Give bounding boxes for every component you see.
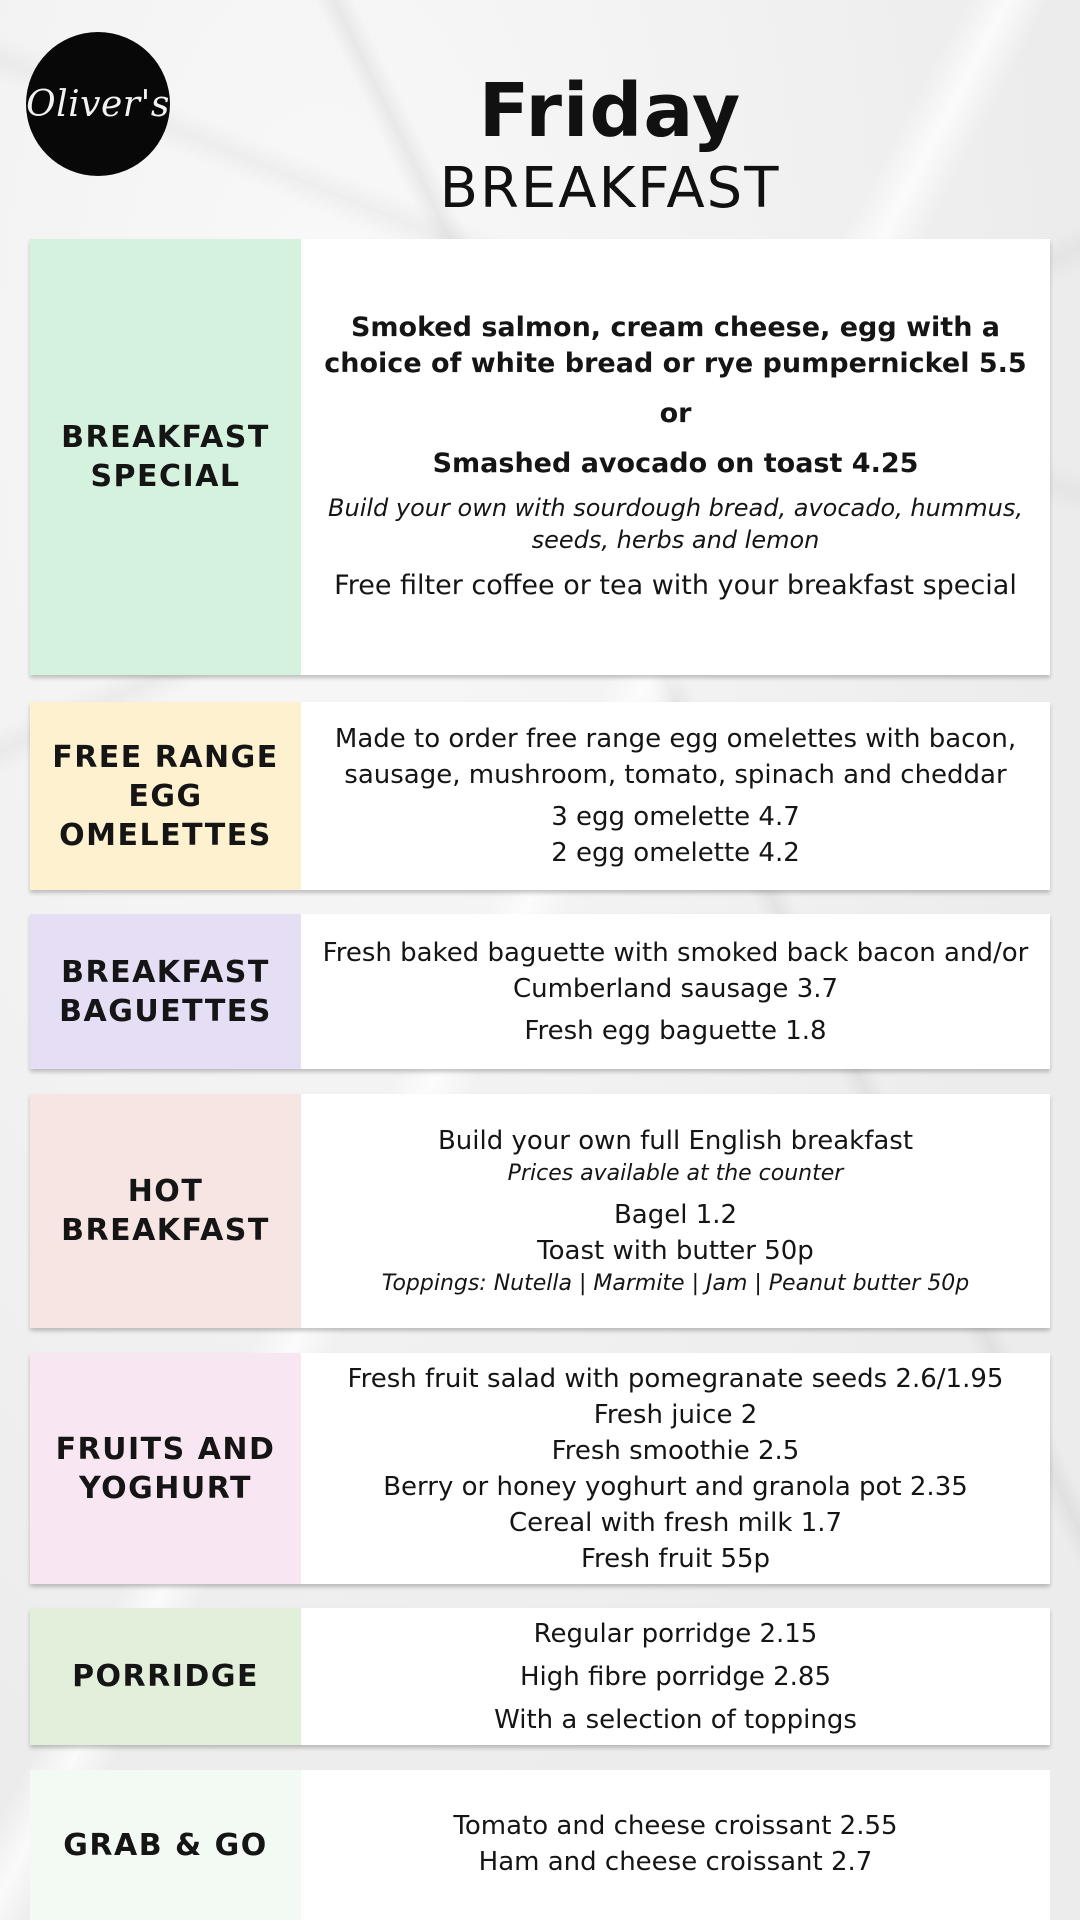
menu-item: Bagel 1.2	[613, 1200, 738, 1230]
section-label: BREAKFAST BAGUETTES	[59, 954, 272, 1029]
menu-item: Toast with butter 50p	[537, 1236, 814, 1266]
menu-item: 3 egg omelette 4.7	[551, 802, 800, 832]
menu-note: With a selection of toppings	[494, 1704, 857, 1735]
menu-meal-title: BREAKFAST	[439, 156, 781, 221]
menu-item: Fresh fruit 55p	[580, 1543, 771, 1574]
menu-item: Cereal with fresh milk 1.7	[508, 1507, 843, 1538]
section-omelettes	[30, 702, 1050, 890]
section-hot-breakfast	[30, 1094, 1050, 1328]
section-label-cell	[30, 1353, 301, 1584]
section-content	[301, 1353, 1050, 1584]
section-label: GRAB & GO	[63, 1827, 268, 1863]
menu-item: Fresh baked baguette with smoked back bacon and/or Cumberland sausage 3.7	[322, 937, 1029, 1004]
menu-item: Regular porridge 2.15	[533, 1618, 818, 1649]
menu-item: Smashed avocado on toast 4.25	[432, 448, 919, 479]
section-grab-and-go	[30, 1770, 1050, 1920]
menu-item: Fresh fruit salad with pomegranate seeds 2.6/1.95	[347, 1363, 1004, 1394]
menu-item: Ham and cheese croissant 2.7	[478, 1847, 873, 1877]
menu-item: Smoked salmon, cream cheese, egg with a choice of white bread or rye pumpernickel 5.5	[324, 312, 1027, 379]
menu-note: Toppings: Nutella | Marmite | Jam | Peanut butter 50p	[381, 1271, 970, 1296]
section-porridge	[30, 1608, 1050, 1745]
section-label-cell	[30, 239, 301, 675]
section-content	[301, 702, 1050, 890]
menu-item: Fresh smoothie 2.5	[551, 1435, 800, 1466]
section-content	[301, 1608, 1050, 1745]
menu-item: Made to order free range egg omelettes with bacon, sausage, mushroom, tomato, spinach and cheddar	[334, 724, 1017, 790]
logo-text: Oliver's	[26, 83, 170, 125]
menu-note: Prices available at the counter	[507, 1161, 844, 1186]
menu-item: Build your own full English breakfast	[437, 1126, 914, 1156]
section-label: HOT BREAKFAST	[61, 1174, 270, 1248]
section-label-cell	[30, 1094, 301, 1328]
section-content	[301, 1770, 1050, 1920]
section-content	[301, 1094, 1050, 1328]
section-label-cell	[30, 1608, 301, 1745]
menu-separator: or	[659, 398, 692, 429]
menu-note: Free filter coffee or tea with your breakfast special	[334, 570, 1017, 601]
section-breakfast-special	[30, 239, 1050, 675]
menu-note: Build your own with sourdough bread, avocado, hummus, seeds, herbs and lemon	[328, 494, 1023, 554]
menu-item: 2 egg omelette 4.2	[551, 838, 800, 868]
section-label: PORRIDGE	[72, 1659, 259, 1694]
menu-item: Berry or honey yoghurt and granola pot 2.35	[383, 1471, 968, 1502]
section-fruits-yoghurt	[30, 1353, 1050, 1584]
menu-item: Fresh egg baguette 1.8	[524, 1015, 827, 1046]
section-label: FREE RANGE EGG OMELETTES	[52, 739, 279, 853]
menu-item: Tomato and cheese croissant 2.55	[453, 1811, 898, 1841]
menu-item: Fresh juice 2	[593, 1399, 758, 1430]
menu-item: High fibre porridge 2.85	[520, 1661, 831, 1692]
section-label: FRUITS AND YOGHURT	[55, 1431, 276, 1506]
section-label-cell	[30, 702, 301, 890]
section-baguettes	[30, 914, 1050, 1069]
section-content	[301, 914, 1050, 1069]
section-label-cell	[30, 1770, 301, 1920]
section-label-cell	[30, 914, 301, 1069]
menu-day-title: Friday	[478, 68, 742, 154]
logo-badge	[26, 32, 170, 176]
section-content	[301, 239, 1050, 675]
section-label: BREAKFAST SPECIAL	[61, 420, 270, 494]
